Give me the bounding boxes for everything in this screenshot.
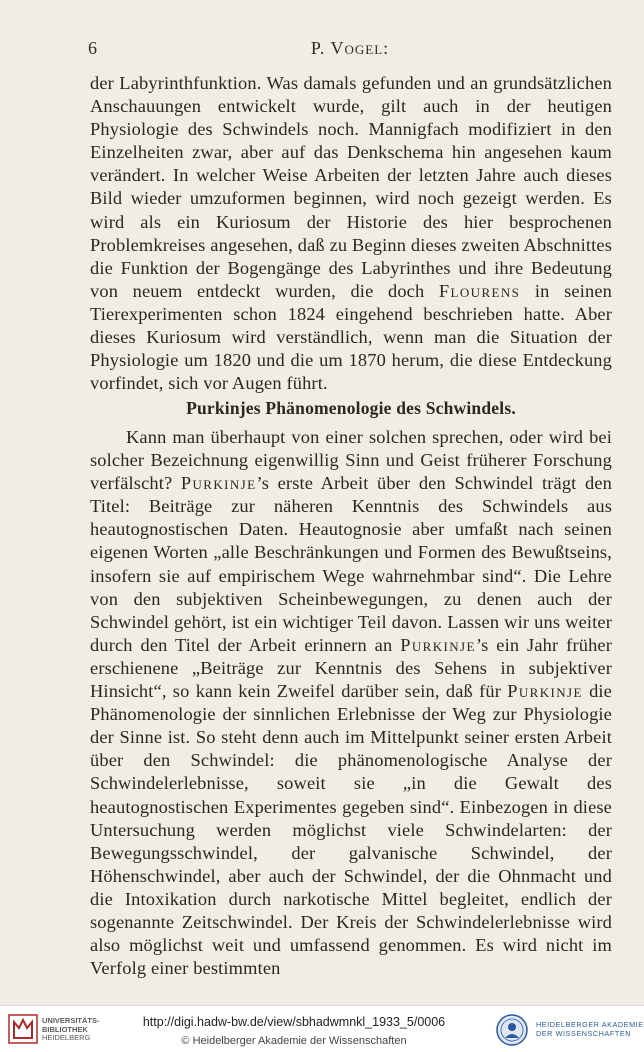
text-segment: der Labyrinthfunktion. Was damals gefunden und an grundsätzlichen Anschauungen entwickelt wurde, gilt auch in der heutigen Physiologie des Schwindels noch. Mannigfach modifiziert in den Einzelheiten zwar, aber auf das Denkschema hin angesehen kaum verändert. In welcher Weise Arbeiten der letzten Jahre auch dieses Bild wieder umzuformen beginnen, wird noch gezeigt werden. Es wird als ein Kuriosum der Historie des hier besprochenen Problemkreises angesehen, daß zu Beginn dieses zweiten Abschnittes die Funktion der Bogengänge des Labyrinthes und ihre Bedeutung von neuem entdeckt wurden, die doch	[90, 73, 612, 301]
permalink-url[interactable]: http://digi.hadw-bw.de/view/sbhadwmnkl_1933_5/0006	[142, 1015, 446, 1029]
library-name-line: UNIVERSITÄTS-	[42, 1016, 100, 1025]
running-head: P. Vogel:	[310, 38, 390, 58]
university-library-name	[42, 1017, 100, 1043]
text-segment: die Phänomenologie der sinnlichen Erlebnisse der Weg zur Physiologie der Sinne ist. So steht denn auch im Mittelpunkt seiner ersten Arbeit über den Schwindel: die phänomenologische Analyse der Schwindelerlebnisse, soweit sie „in die Gewalt des heautognostischen Experimentes gegeben sind“. Einbezogen in diese Untersuchung werden möglichst viele Schwindelarten: der Bewegungsschwindel, der galvanische Schwindel, der Höhenschwindel, aber auch der Schwindel, der die Ohnmacht und die Intoxikation durch narkotische Mittel begleitet, endlich der sogenannte Zeitschwindel. Der Kreis der Schwindelerlebnisse wird also möglichst weit und umfassend genommen. Es wird nicht im Verfolg einer bestimmten	[90, 681, 612, 979]
academy-name	[536, 1020, 644, 1038]
section-heading: Purkinjes Phänomenologie des Schwindels.	[186, 398, 516, 418]
paragraph-labyrinth	[90, 72, 612, 395]
text-segment: in seinen Tierexperimenten schon 1824 eingehend beschrieben hatte. Aber dieses Kuriosum wird verständlich, wenn man die Situation der Physiologie um 1820 und die um 1870 herum, die diese Entdeckung vorfindet, sich vor Augen führt.	[90, 280, 612, 394]
author-name-purkinje: Purkinje	[400, 634, 476, 655]
author-name-purkinje: Purkinje	[180, 473, 257, 494]
library-name-line: BIBLIOTHEK	[42, 1024, 88, 1034]
copyright-notice: © Heidelberger Akademie der Wissenschaften	[181, 1035, 407, 1047]
author-name-purkinje: Purkinje	[507, 681, 583, 702]
page-header	[88, 38, 612, 62]
academy-seal-icon[interactable]	[496, 1014, 528, 1046]
digitization-footer	[0, 1005, 644, 1052]
text-segment: ’s erste Arbeit über den Schwindel trägt den Titel: Beiträge zur näheren Kenntnis des Schwindels aus heautognostischen Daten. Heautognosie aber umfaßt nach seinen eigenen Worten „alle Beschränkungen und Formen des Bewußtseins, insofern sie auf empirischem Wege wahrnehmbar sind“. Die Lehre von den subjektiven Scheinbewegungen, zu denen auch der Schwindel gehört, ist ein wichtiger Teil davon. Lassen wir uns weiter durch den Titel der Arbeit erinnern an	[90, 473, 613, 655]
academy-name-line: DER WISSENSCHAFTEN	[536, 1029, 632, 1038]
text-segment: Kann man überhaupt von einer solchen sprechen, oder wird bei solcher Bezeichnung eigenwillig Sinn und Geist früherer Forschung verfälscht?	[90, 427, 612, 494]
page-number: 6	[88, 38, 97, 58]
author-name-flourens: Flourens	[438, 280, 521, 301]
university-library-logo-icon[interactable]	[8, 1014, 38, 1044]
library-name-line: HEIDELBERG	[42, 1033, 91, 1043]
academy-name-line: HEIDELBERGER AKADEMIE	[536, 1020, 644, 1029]
paragraph-purkinje	[90, 426, 612, 980]
text-segment: ’s ein Jahr früher erschienene „Beiträge zur Kenntnis des Sehens in subjektiver Hinsicht“, so kann kein Zweifel darüber sein, daß für	[90, 634, 612, 702]
